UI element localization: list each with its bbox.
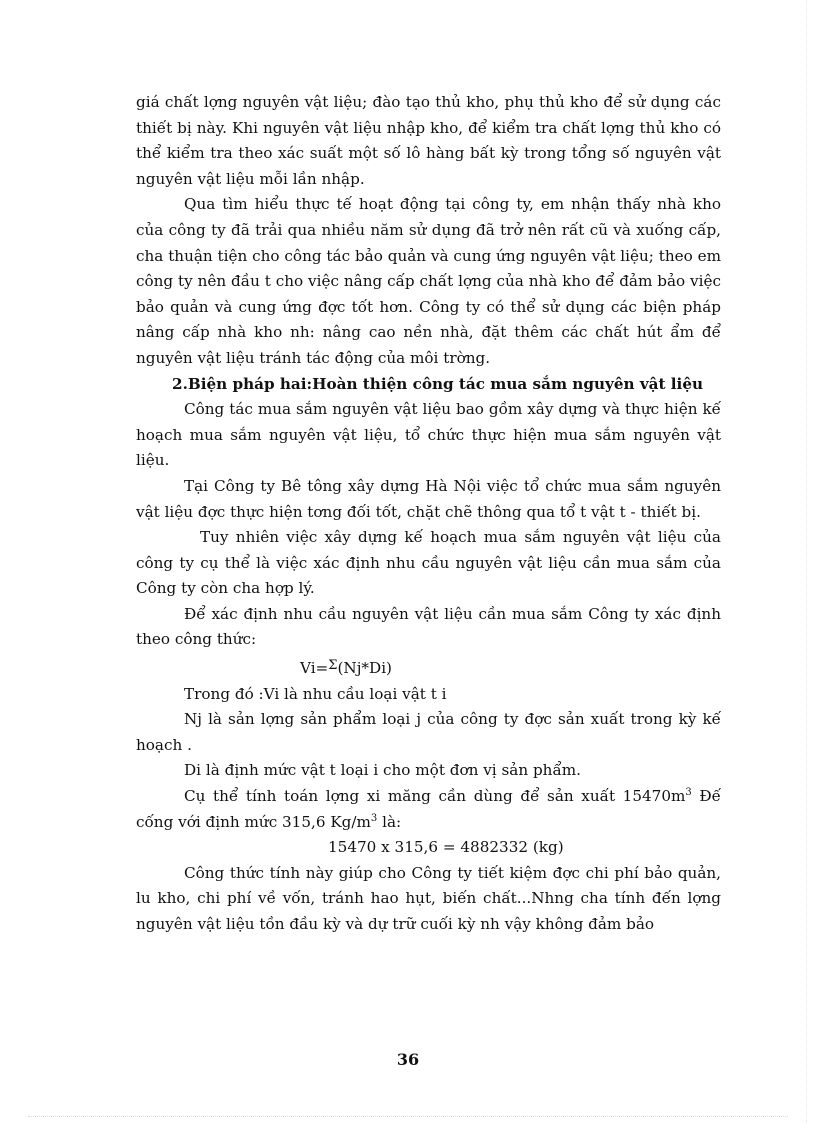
paragraph-5: Tuy nhiên việc xây dựng kế hoạch mua sắm nguyên vật liệu của công ty cụ thể là việc xác định nhu cầu nguyên vật liệu cần mua sắm của Công ty còn cha hợp lý. — [136, 528, 721, 598]
right-dotted-rule — [806, 0, 807, 1123]
p10-part-a: Cụ thể tính toán lợng xi măng cần dùng để sản xuất 15470m — [184, 787, 686, 806]
paragraph-3: Công tác mua sắm nguyên vật liệu bao gồm xây dựng và thực hiện kế hoạch mua sắm nguyên vật liệu, tổ chức thực hiện mua sắm nguyên vật liệu. — [136, 400, 721, 470]
p10-part-b: Đế cống với định mức 315,6 Kg/m — [136, 787, 721, 831]
p10-part-c: là: — [377, 812, 402, 831]
formula — [136, 653, 721, 682]
paragraph-8: Nj là sản lợng sản phẩm loại j của công ty đợc sản xuất trong kỳ kế hoạch . — [136, 710, 721, 754]
section-heading: 2.Biện pháp hai:Hoàn thiện công tác mua sắm nguyên vật liệu — [172, 374, 704, 393]
superscript-3b: 3 — [370, 812, 378, 824]
bottom-dotted-rule — [28, 1116, 788, 1117]
body-text — [136, 90, 721, 938]
paragraph-4: Tại Công ty Bê tông xây dựng Hà Nội việc tổ chức mua sắm nguyên vật liệu đợc thực hiện tơng đối tốt, chặt chẽ thông qua tổ t vật t - thiết bị. — [136, 476, 721, 521]
page-number: 36 — [396, 1050, 420, 1069]
paragraph-9: Di là định mức vật t loại i cho một đơn vị sản phẩm. — [184, 761, 581, 780]
calculation: 15470 x 315,6 = 4882332 (kg) — [328, 838, 564, 857]
formula-left: Vi= — [300, 659, 329, 678]
paragraph-11: Công thức tính này giúp cho Công ty tiết kiệm đợc chi phí bảo quản, lu kho, chi phí về vốn, tránh hao hụt, biến chất...Nhng cha tính đến lợng nguyên vật liệu tồn đầu kỳ và dự trữ cuối kỳ nh vậy không đảm bảo — [136, 863, 721, 933]
formula-right: (Nj*Di) — [337, 659, 392, 678]
paragraph-7: Trong đó :Vi là nhu cầu loại vật t i — [184, 684, 447, 703]
sigma-symbol: Σ — [328, 658, 338, 674]
paragraph-1: giá chất lợng nguyên vật liệu; đào tạo thủ kho, phụ thủ kho để sử dụng các thiết bị này. Khi nguyên vật liệu nhập kho, để kiểm tra chất lợng thủ kho có thể kiểm tra theo xác suất một số lô hàng bất kỳ trong tổng số nguyên vật nguyên vật liệu mỗi lần nhập. — [136, 93, 721, 188]
paragraph-2: Qua tìm hiểu thực tế hoạt động tại công ty, em nhận thấy nhà kho của công ty đã trải qua nhiều năm sử dụng đã trở nên rất cũ và xuống cấp, cha thuận tiện cho công tác bảo quản và cung ứng nguyên vật liệu; theo em công ty nên đầu t cho việc nâng cấp chất lợng của nhà kho để đảm bảo việc bảo quản và cung ứng đợc tốt hơn. Công ty có thể sử dụng các biện pháp nâng cấp nhà kho nh: nâng cao nền nhà, đặt thêm các chất hút ẩm để nguyên vật liệu tránh tác động của môi trờng. — [136, 195, 721, 367]
paragraph-10 — [136, 784, 721, 835]
superscript-3: 3 — [685, 786, 692, 798]
paragraph-6: Để xác định nhu cầu nguyên vật liệu cần mua sắm Công ty xác định theo công thức: — [136, 604, 721, 649]
